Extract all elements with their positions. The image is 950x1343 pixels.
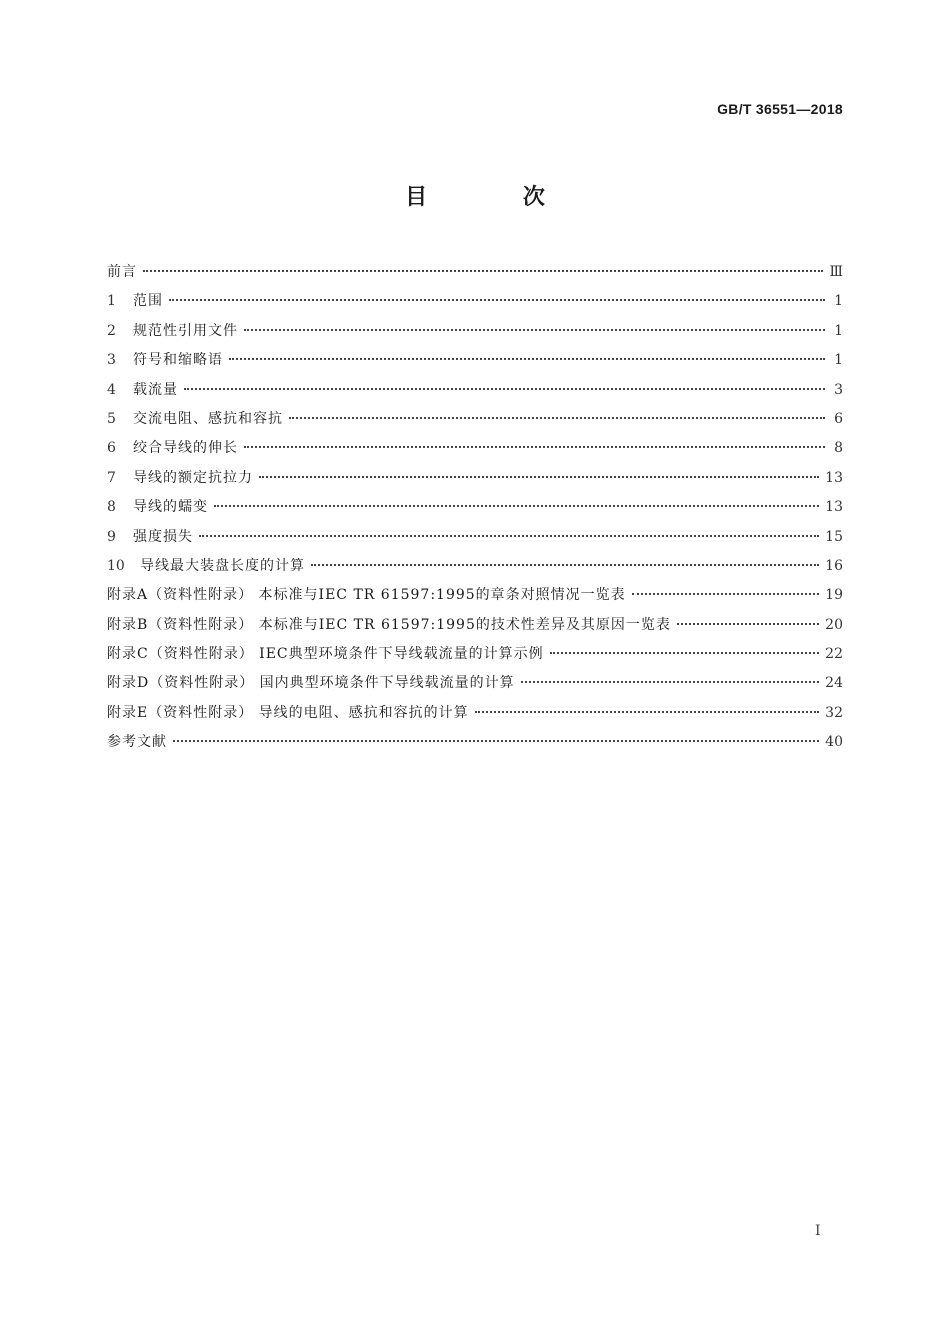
toc-entry-number: 8 xyxy=(107,499,116,516)
toc-entry-page: 6 xyxy=(834,410,843,427)
toc-entry-10[interactable] xyxy=(107,552,843,581)
toc-entry-label: 载流量 xyxy=(133,381,178,398)
toc-entry-page: 16 xyxy=(825,557,843,574)
toc-leader-dots xyxy=(632,593,819,595)
toc-entry-annex-e[interactable] xyxy=(107,699,843,728)
page-number: I xyxy=(815,1223,821,1239)
toc-entry-number: 10 xyxy=(107,557,125,574)
toc-entry-8[interactable] xyxy=(107,493,843,522)
toc-entry-5[interactable] xyxy=(107,405,843,434)
toc-entry-page: 1 xyxy=(834,352,843,369)
toc-leader-dots xyxy=(475,711,820,713)
toc-entry-label: 范围 xyxy=(133,293,163,310)
toc-entry-number: 2 xyxy=(107,322,116,339)
toc-entry-1[interactable] xyxy=(107,287,843,316)
toc-entry-page: 22 xyxy=(825,646,843,663)
toc-entry-label: 附录C（资料性附录） IEC典型环境条件下导线载流量的计算示例 xyxy=(107,646,544,663)
toc-entry-number: 7 xyxy=(107,469,116,486)
toc-entry-label: 前言 xyxy=(107,264,137,280)
toc-entry-label: 参考文献 xyxy=(107,734,167,751)
toc-entry-page: 15 xyxy=(825,528,843,545)
toc-leader-dots xyxy=(311,564,819,566)
toc-entry-page: 1 xyxy=(834,293,843,310)
toc-entry-6[interactable] xyxy=(107,434,843,463)
toc-entry-annex-d[interactable] xyxy=(107,669,843,698)
toc-entry-number: 3 xyxy=(107,352,116,369)
toc-entry-number: 9 xyxy=(107,528,116,545)
toc-entry-label: 强度损失 xyxy=(133,528,193,545)
toc-entry-annex-c[interactable] xyxy=(107,640,843,669)
toc-leader-dots xyxy=(214,505,819,507)
toc-entry-foreword[interactable] xyxy=(107,258,843,287)
toc-entry-label: 符号和缩略语 xyxy=(133,352,223,369)
toc-entry-2[interactable] xyxy=(107,317,843,346)
toc-entry-9[interactable] xyxy=(107,523,843,552)
toc-entry-page: 40 xyxy=(825,734,843,751)
toc-entry-page: 20 xyxy=(825,616,843,633)
toc-leader-dots xyxy=(259,476,819,478)
toc-entry-3[interactable] xyxy=(107,346,843,375)
toc-entry-4[interactable] xyxy=(107,376,843,405)
toc-entry-label: 导线最大装盘长度的计算 xyxy=(140,557,305,574)
toc-entry-bibliography[interactable] xyxy=(107,728,843,757)
standard-code: GB/T 36551—2018 xyxy=(717,101,843,117)
toc-entry-page: 19 xyxy=(825,587,843,604)
toc-entry-number: 1 xyxy=(107,293,116,310)
toc-entry-7[interactable] xyxy=(107,464,843,493)
toc-entry-label: 绞合导线的伸长 xyxy=(133,440,238,457)
page-title: 目 次 xyxy=(405,185,589,210)
toc-entry-label: 导线的额定抗拉力 xyxy=(133,469,253,486)
toc-entry-page: 8 xyxy=(834,440,843,457)
toc-entry-number: 5 xyxy=(107,410,116,427)
toc-leader-dots xyxy=(521,681,819,683)
toc-leader-dots xyxy=(173,740,819,742)
toc-leader-dots xyxy=(677,623,819,625)
toc-leader-dots xyxy=(184,388,825,390)
toc-leader-dots xyxy=(169,299,825,301)
toc-entry-page: 13 xyxy=(825,499,843,516)
toc-entry-page: Ⅲ xyxy=(829,264,843,280)
toc-entry-label: 规范性引用文件 xyxy=(133,322,238,339)
toc-entry-number: 6 xyxy=(107,440,116,457)
toc-leader-dots xyxy=(199,535,819,537)
toc-entry-label: 导线的蠕变 xyxy=(133,499,208,516)
toc-entry-page: 3 xyxy=(834,381,843,398)
toc-entry-label: 附录B（资料性附录） 本标准与IEC TR 61597:1995的技术性差异及其原因一览表 xyxy=(107,616,671,633)
toc-entry-label: 交流电阻、感抗和容抗 xyxy=(133,410,283,427)
toc-entry-page: 24 xyxy=(825,675,843,692)
toc-leader-dots xyxy=(244,446,825,448)
toc-leader-dots xyxy=(244,329,825,331)
toc-entry-page: 32 xyxy=(825,704,843,721)
toc-leader-dots xyxy=(550,652,820,654)
toc-entry-annex-b[interactable] xyxy=(107,611,843,640)
toc-leader-dots xyxy=(289,417,825,419)
toc-leader-dots xyxy=(143,270,823,272)
toc-entry-label: 附录A（资料性附录） 本标准与IEC TR 61597:1995的章条对照情况一览表 xyxy=(107,587,626,604)
toc-leader-dots xyxy=(229,358,825,360)
table-of-contents xyxy=(107,258,843,758)
toc-entry-page: 13 xyxy=(825,469,843,486)
toc-entry-annex-a[interactable] xyxy=(107,581,843,610)
toc-entry-label: 附录E（资料性附录） 导线的电阻、感抗和容抗的计算 xyxy=(107,704,469,721)
toc-entry-page: 1 xyxy=(834,322,843,339)
toc-entry-label: 附录D（资料性附录） 国内典型环境条件下导线载流量的计算 xyxy=(107,675,515,692)
toc-entry-number: 4 xyxy=(107,381,116,398)
